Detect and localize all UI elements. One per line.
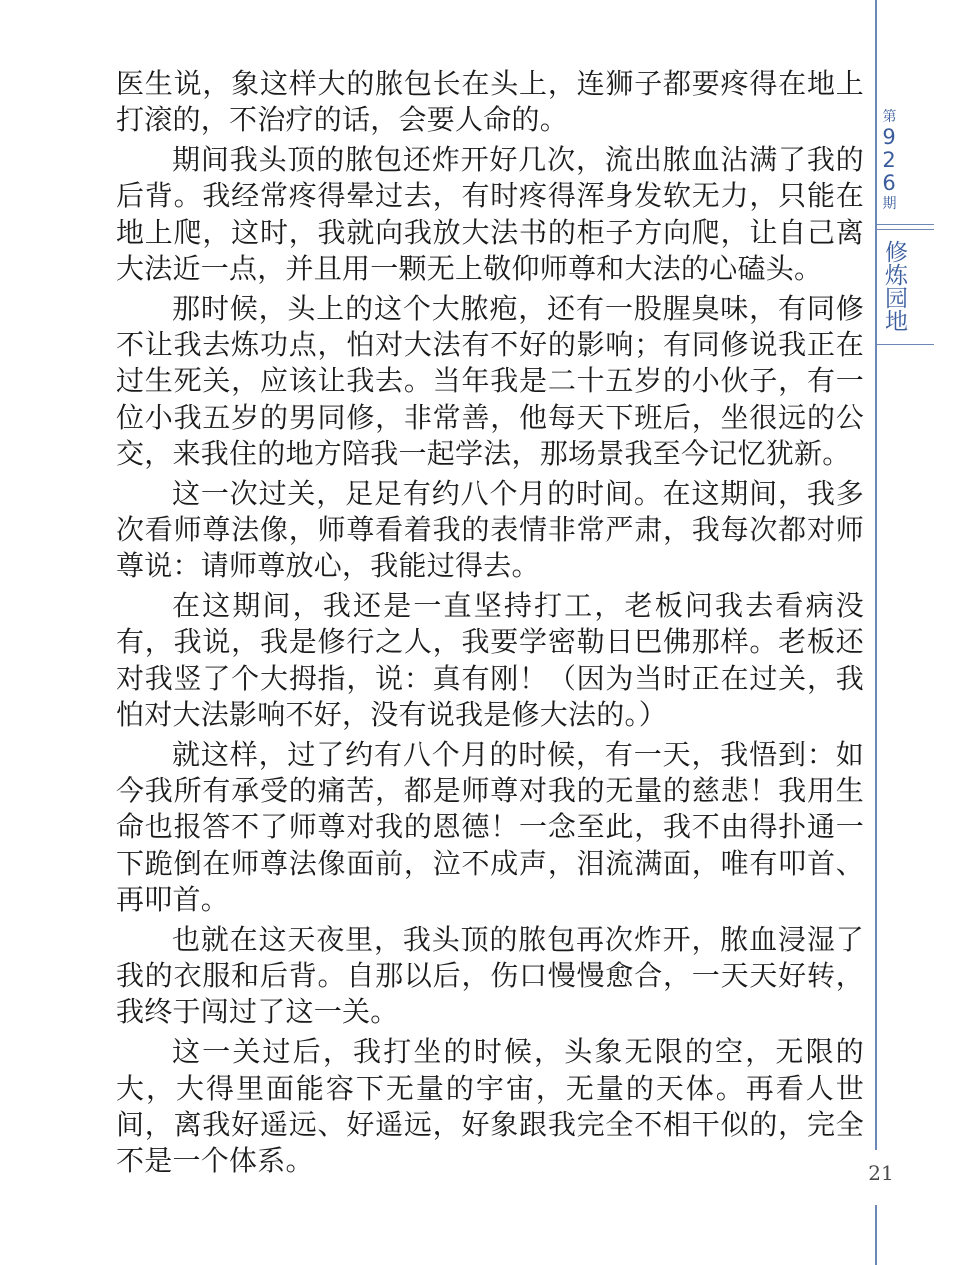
paragraph-4: 这一次过关，足足有约八个月的时间。在这期间，我多次看师尊法像，师尊看着我的表情非常严肃，我每次都对师尊说：请师尊放心，我能过得去。 xyxy=(116,476,864,583)
page-number: 21 xyxy=(868,1161,894,1185)
paragraph-7: 也就在这天夜里，我头顶的脓包再次炸开，脓血浸湿了我的衣服和后背。自那以后，伤口慢慢愈合，一天天好转，我终于闯过了这一关。 xyxy=(116,922,864,1029)
article-body xyxy=(116,66,864,1179)
issue-prefix: 第 xyxy=(882,109,897,125)
paragraph-1: 医生说，象这样大的脓包长在头上，连狮子都要疼得在地上打滚的，不治疗的话，会要人命的。 xyxy=(116,67,864,137)
paragraph-5: 在这期间，我还是一直坚持打工，老板问我去看病没有，我说，我是修行之人，我要学密勒日巴佛那样。老板还对我竖了个大拇指，说：真有刚！（因为当时正在过关，我怕对大法影响不好，没有说我是修大法的。） xyxy=(116,589,864,732)
paragraph-2: 期间我头顶的脓包还炸开好几次，流出脓血沾满了我的后背。我经常疼得晕过去，有时疼得浑身发软无力，只能在地上爬，这时，我就向我放大法书的柜子方向爬，让自己离大法近一点，并且用一颗无上敬仰师尊和大法的心磕头。 xyxy=(116,143,864,285)
issue-label xyxy=(877,108,902,213)
issue-digit-1: 9 xyxy=(882,125,897,149)
issue-suffix: 期 xyxy=(882,196,897,212)
column-name: 修炼园地 xyxy=(881,240,907,332)
issue-number xyxy=(877,126,902,195)
sidebar-divider-top-thin xyxy=(877,229,934,230)
paragraph-6: 就这样，过了约有八个月的时候，有一天，我悟到：如今我所有承受的痛苦，都是师尊对我的无量的慈悲！我用生命也报答不了师尊对我的恩德！一念至此，我不由得扑通一下跪倒在师尊法像面前，泣不成声，泪流满面，唯有叩首、再叩首。 xyxy=(116,737,864,917)
sidebar-divider-bottom xyxy=(877,344,934,345)
issue-digit-2: 2 xyxy=(882,148,897,172)
paragraph-3: 那时候，头上的这个大脓疱，还有一股腥臭味，有同修不让我去炼功点，怕对大法有不好的影响；有同修说我正在过生死关，应该让我去。当年我是二十五岁的小伙子，有一位小我五岁的男同修，非常善，他每天下班后，坐很远的公交，来我住的地方陪我一起学法，那场景我至今记忆犹新。 xyxy=(116,291,864,470)
sidebar-rule-bottom xyxy=(875,1205,877,1265)
paragraph-8: 这一关过后，我打坐的时候，头象无限的空，无限的大，大得里面能容下无量的宇宙，无量的天体。再看人世间，离我好遥远、好遥远，好象跟我完全不相干似的，完全不是一个体系。 xyxy=(116,1035,864,1178)
sidebar-divider-top xyxy=(877,224,934,225)
issue-digit-3: 6 xyxy=(882,171,897,195)
